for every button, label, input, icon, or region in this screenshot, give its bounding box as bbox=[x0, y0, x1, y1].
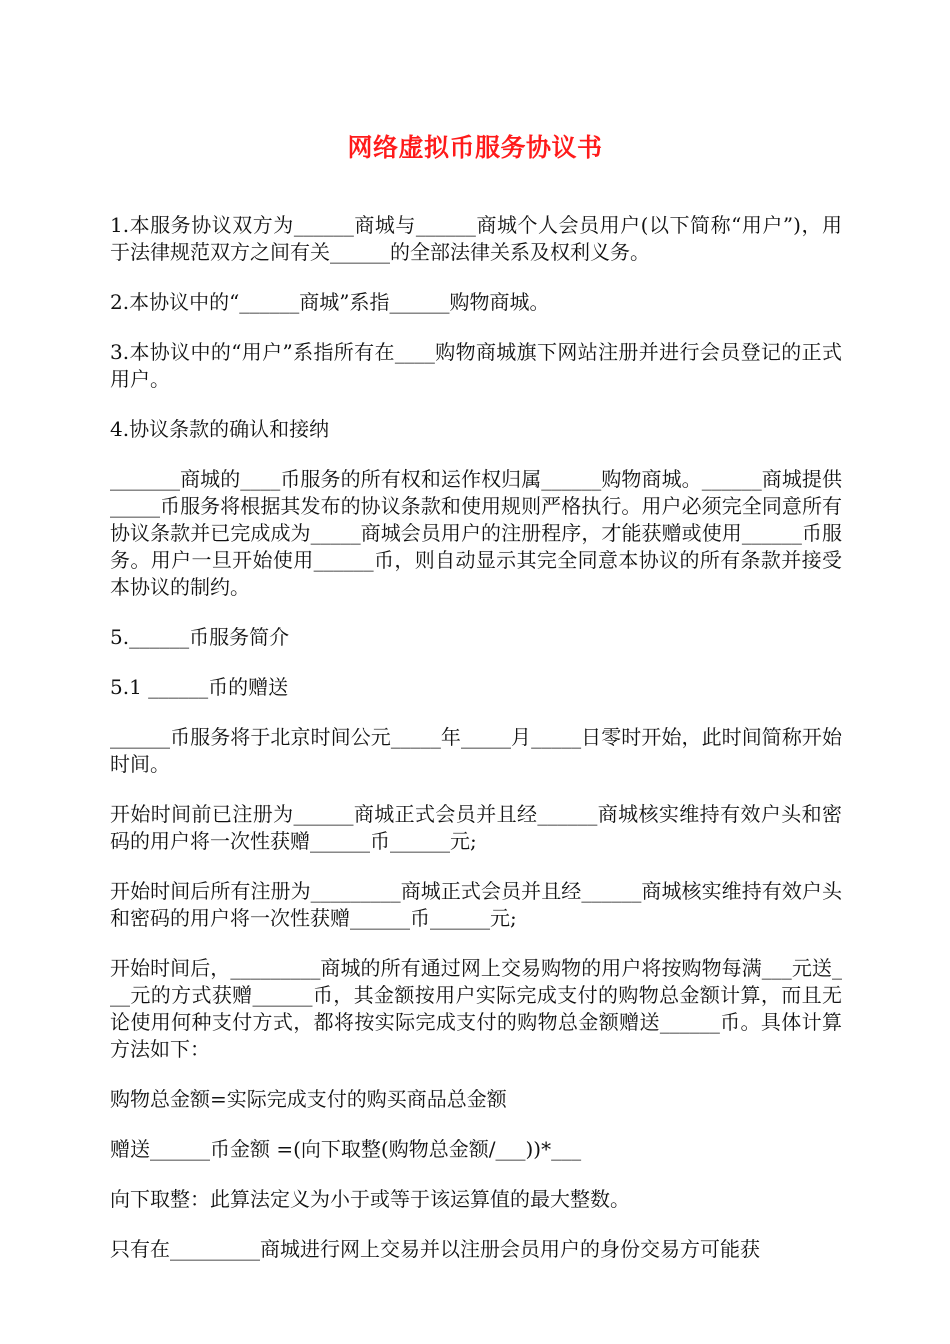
section-heading-5: 5.______币服务简介 bbox=[110, 625, 290, 649]
paragraph-2: 2.本协议中的“______商城”系指______购物商城。 bbox=[110, 290, 550, 314]
paragraph-after-start-purchase: 开始时间后，_________商城的所有通过网上交易购物的用户将按购物每满___元送___元的方式获赠______币，其金额按用户实际完成支付的购物总金额计算，而且无论使用何种支付方式，都将按实际完成支付的购物总金额赠送______币。具体计算方法如下： bbox=[110, 956, 842, 1061]
formula-gift-amount: 赠送______币金额 =(向下取整(购物总金额/___))*___ bbox=[110, 1137, 582, 1161]
paragraph-before-start: 开始时间前已注册为______商城正式会员并且经______商城核实维持有效户头和密码的用户将一次性获赠______币______元; bbox=[110, 802, 842, 853]
paragraph-4-body: _______商城的____币服务的所有权和运作权归属______购物商城。______商城提供_____币服务将根据其发布的协议条款和使用规则严格执行。用户必须完全同意所有协议条款并已完成成为_____商城会员用户的注册程序，才能获赠或使用______币服务。用户一旦开始使用______币，则自动显示其完全同意本协议的所有条款并接受本协议的制约。 bbox=[110, 467, 842, 599]
definition-round-down: 向下取整：此算法定义为小于或等于该运算值的最大整数。 bbox=[110, 1187, 630, 1211]
document-title: 网络虚拟币服务协议书 bbox=[347, 133, 603, 162]
document-body bbox=[110, 212, 842, 1286]
paragraph-1: 1.本服务协议双方为______商城与______商城个人会员用户(以下简称“用户”)，用于法律规范双方之间有关______的全部法律关系及权利义务。 bbox=[110, 213, 842, 264]
paragraph-after-start-register: 开始时间后所有注册为_________商城正式会员并且经______商城核实维持有效户头和密码的用户将一次性获赠______币______元; bbox=[110, 879, 842, 930]
section-heading-4: 4.协议条款的确认和接纳 bbox=[110, 417, 330, 441]
paragraph-3: 3.本协议中的“用户”系指所有在____购物商城旗下网站注册并进行会员登记的正式用户。 bbox=[110, 340, 842, 391]
formula-total-amount: 购物总金额=实际完成支付的购买商品总金额 bbox=[110, 1087, 507, 1111]
paragraph-start-time: ______币服务将于北京时间公元_____年_____月_____日零时开始，此时间简称开始时间。 bbox=[110, 725, 842, 776]
paragraph-only-if: 只有在_________商城进行网上交易并以注册会员用户的身份交易方可能获 bbox=[110, 1237, 760, 1261]
section-heading-5-1: 5.1 ______币的赠送 bbox=[110, 675, 289, 699]
